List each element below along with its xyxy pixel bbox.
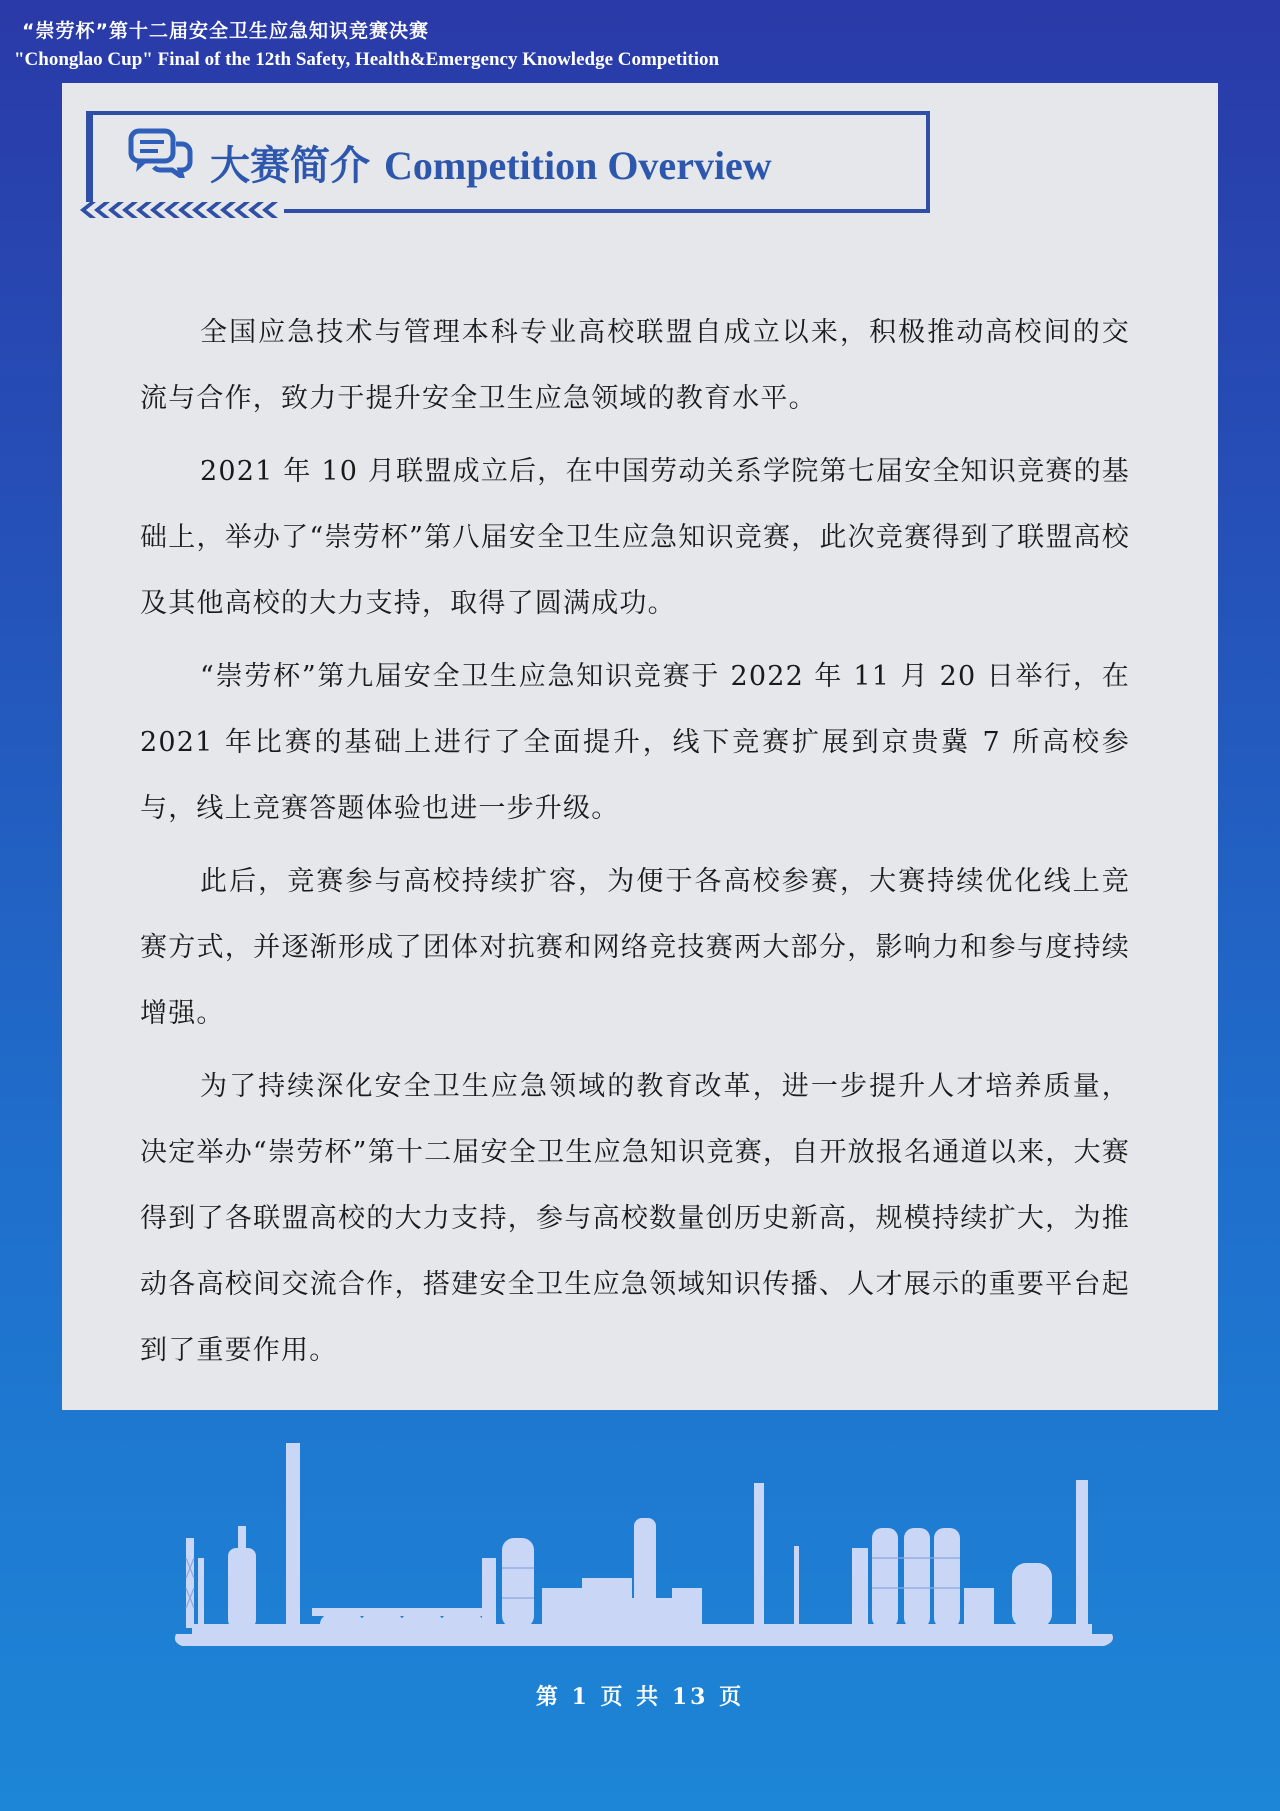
paragraph: “崇劳杯”第九届安全卫生应急知识竞赛于 2022 年 11 月 20 日举行，在 2021 年比赛的基础上进行了全面提升，线下竞赛扩展到京贵冀 7 所高校参与，线上竞赛答题体验也进一步升级。 [140, 661, 1130, 824]
overview-body [140, 300, 1130, 1391]
section-title-en: Competition Overview [384, 143, 772, 188]
chat-bubbles-icon [128, 128, 194, 178]
section-title-cn: 大赛简介 [210, 143, 370, 189]
page-number: 第 1 页 共 13 页 [535, 1684, 745, 1710]
paragraph: 2021 年 10 月联盟成立后，在中国劳动关系学院第七届安全知识竞赛的基础上，举办了“崇劳杯”第八届安全卫生应急知识竞赛，此次竞赛得到了联盟高校及其他高校的大力支持，取得了圆满成功。 [140, 456, 1130, 619]
industrial-skyline-illustration [172, 1438, 1116, 1654]
section-title [210, 140, 772, 192]
paragraph: 为了持续深化安全卫生应急领域的教育改革，进一步提升人才培养质量，决定举办“崇劳杯”第十二届安全卫生应急知识竞赛，自开放报名通道以来，大赛得到了各联盟高校的大力支持，参与高校数量创历史新高，规模持续扩大，为推动各高校间交流合作，搭建安全卫生应急领域知识传播、人才展示的重要平台起到了重要作用。 [140, 1071, 1130, 1366]
paragraph: 全国应急技术与管理本科专业高校联盟自成立以来，积极推动高校间的交流与合作，致力于提升安全卫生应急领域的教育水平。 [140, 317, 1130, 414]
header-title-cn: “崇劳杯”第十二届安全卫生应急知识竞赛决赛 [22, 20, 429, 42]
chevron-decoration [78, 200, 288, 220]
header-title-en: "Chonglao Cup" Final of the 12th Safety, Health&Emergency Knowledge Competition [14, 49, 720, 70]
paragraph: 此后，竞赛参与高校持续扩容，为便于各高校参赛，大赛持续优化线上竞赛方式，并逐渐形成了团体对抗赛和网络竞技赛两大部分，影响力和参与度持续增强。 [140, 866, 1130, 1029]
